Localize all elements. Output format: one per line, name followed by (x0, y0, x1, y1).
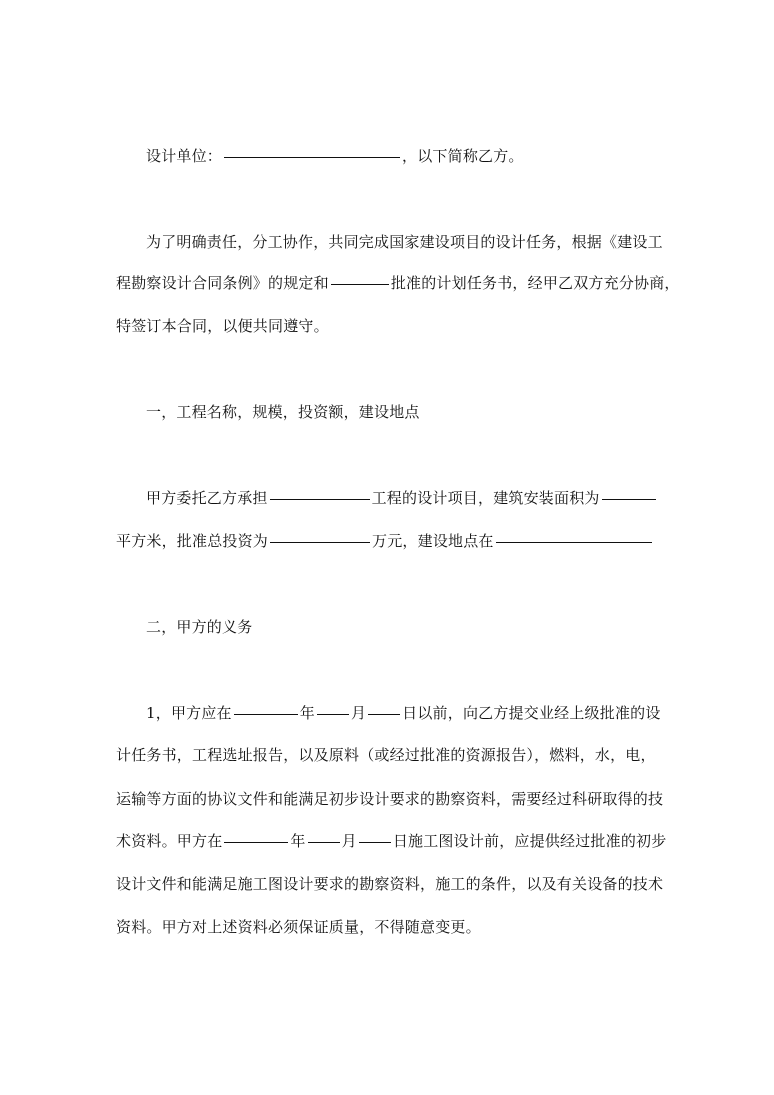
purpose-text-1: 为了明确责任，分工协作，共同完成国家建设项目的设计任务，根据《建设工 (146, 233, 663, 251)
purpose-line-1 (146, 232, 663, 252)
section-2-heading (146, 617, 252, 637)
item-1-line-4 (116, 831, 666, 851)
year-blank-1 (234, 713, 298, 715)
section-1-line-1 (146, 488, 658, 508)
item-1-line-3 (116, 789, 663, 809)
item-1-line-6 (116, 917, 481, 937)
month-label-2: 月 (341, 832, 357, 850)
purpose-text-2a: 程勘察设计合同条例》的规定和 (116, 274, 329, 292)
section-1-text-2a: 平方米，批准总投资为 (116, 532, 269, 550)
month-blank-1 (317, 713, 349, 715)
item-1-text-4b: 日施工图设计前，应提供经过批准的初步 (392, 832, 667, 850)
year-blank-2 (224, 841, 288, 843)
item-1-line-1 (146, 703, 661, 723)
investment-blank (270, 541, 370, 543)
approver-blank (331, 283, 389, 285)
item-1-line-2 (116, 745, 656, 765)
design-unit-blank (224, 156, 400, 158)
year-label-1: 年 (299, 704, 315, 722)
section-1-line-2 (116, 531, 654, 551)
item-1-text-6: 资料。甲方对上述资料必须保证质量，不得随意变更。 (116, 918, 481, 936)
location-blank (496, 541, 652, 543)
item-1-text-5: 设计文件和能满足施工图设计要求的勘察资料，施工的条件，以及有关设备的技术 (116, 875, 664, 893)
item-1-line-5 (116, 874, 663, 894)
section-1-text-1a: 甲方委托乙方承担 (146, 489, 268, 507)
section-1-text-1b: 工程的设计项目，建筑安装面积为 (371, 489, 600, 507)
purpose-text-2b: 批准的计划任务书，经甲乙双方充分协商， (390, 274, 680, 292)
purpose-line-2 (116, 273, 680, 293)
area-blank (602, 498, 656, 500)
section-1-heading-text: 一，工程名称，规模，投资额，建设地点 (146, 403, 420, 421)
purpose-text-3: 特签订本合同，以便共同遵守。 (116, 317, 329, 335)
item-1-text-4a: 术资料。甲方在 (116, 832, 223, 850)
design-unit-label: 设计单位： (146, 147, 223, 165)
section-2-heading-text: 二，甲方的义务 (146, 618, 253, 636)
day-blank-1 (368, 713, 400, 715)
item-1-text-3: 运输等方面的协议文件和能满足初步设计要求的勘察资料，需要经过科研取得的技 (116, 790, 664, 808)
item-1-text-1b: 日以前，向乙方提交业经上级批准的设 (402, 704, 661, 722)
month-blank-2 (308, 841, 340, 843)
year-label-2: 年 (290, 832, 306, 850)
item-1-text-2: 计任务书，工程选址报告，以及原料（或经过批准的资源报告），燃料，水，电， (116, 746, 656, 764)
project-name-blank (270, 498, 370, 500)
month-label-1: 月 (350, 704, 367, 722)
section-1-heading (146, 402, 420, 422)
purpose-line-3 (116, 316, 329, 336)
item-1-text-1a: 1，甲方应在 (146, 704, 232, 722)
section-1-text-2b: 万元，建设地点在 (372, 532, 494, 550)
design-unit-suffix: ，以下简称乙方。 (402, 147, 524, 165)
design-unit-line (146, 146, 524, 166)
day-blank-2 (359, 841, 391, 843)
